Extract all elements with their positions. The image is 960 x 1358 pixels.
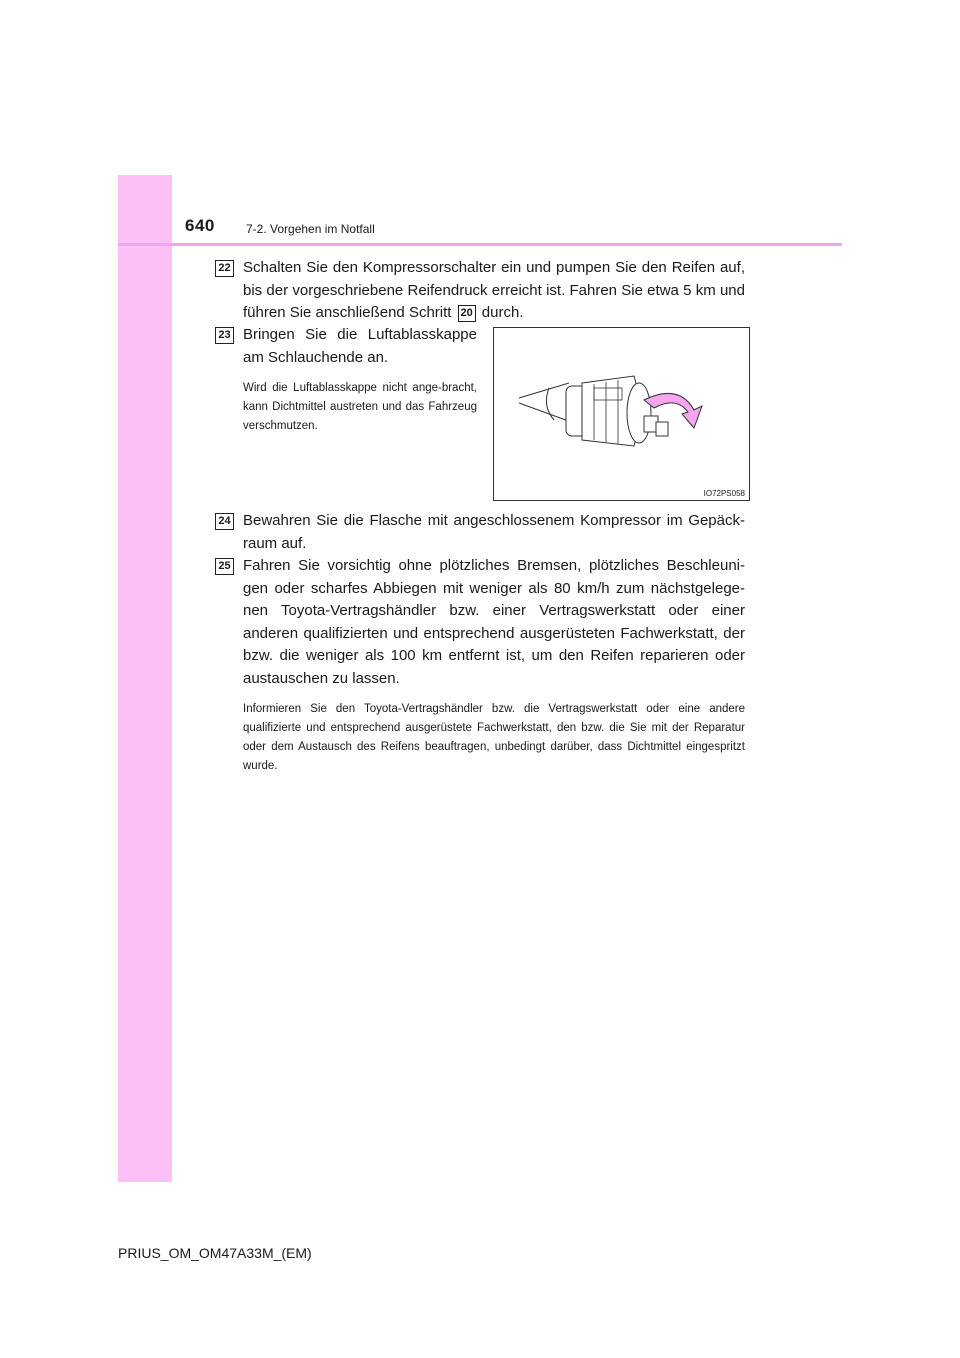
step-reference-badge: 20 xyxy=(458,305,476,322)
page-number: 640 xyxy=(185,216,215,235)
step-text xyxy=(243,257,745,325)
hose-cap-illustration xyxy=(493,327,750,501)
step-23 xyxy=(215,324,477,436)
step-note: Wird die Luftablasskappe nicht ange-bracht, kann Dichtmittel austreten und das Fahrzeug verschmutzen. xyxy=(243,382,477,432)
step-number-badge: 24 xyxy=(215,513,234,530)
step-number-badge: 25 xyxy=(215,558,234,575)
step-22 xyxy=(215,257,745,325)
header-divider xyxy=(118,243,842,246)
hose-cap-drawing xyxy=(494,328,749,500)
step-24 xyxy=(215,510,745,555)
section-title: 7-2. Vorgehen im Notfall xyxy=(246,222,375,236)
step-text-part: Schalten Sie den Kompressorschalter ein und pumpen Sie den Reifen auf, bis der vorgeschriebene Reifendruck erreicht ist. Fahren Sie etwa 5 km und führen Sie anschließend Schritt xyxy=(243,259,745,321)
step-text: Bewahren Sie die Flasche mit angeschlossenem Kompressor im Gepäck-raum auf. xyxy=(243,512,745,552)
chapter-sidebar xyxy=(118,175,172,1182)
step-25 xyxy=(215,555,745,776)
step-number-badge: 22 xyxy=(215,260,234,277)
step-number-badge: 23 xyxy=(215,327,234,344)
step-text-part: durch. xyxy=(481,304,524,321)
step-note: Informieren Sie den Toyota-Vertragshändler bzw. die Vertragswerkstatt oder eine andere qualifizierte und entsprechend ausgerüstete Fachwerkstatt, den bzw. die Sie mit der Reparatur oder dem Austausch des Reifens beauftragen, unbedingt darüber, dass Dichtmittel eingespritzt wurde. xyxy=(243,703,745,772)
step-text: Bringen Sie die Luftablasskappe am Schlauchende an. xyxy=(243,326,477,366)
figure-id: IO72PS058 xyxy=(703,489,745,498)
document-code: PRIUS_OM_OM47A33M_(EM) xyxy=(118,1245,312,1261)
step-text: Fahren Sie vorsichtig ohne plötzliches Bremsen, plötzliches Beschleuni-gen oder scharfes Abbiegen mit weniger als 80 km/h zum nächstgelege-nen Toyota-Vertragshändler bzw. einer Vertragswerkstatt oder einer anderen qualifizierten und entsprechend ausgerüsteten Fachwerkstatt, der bzw. die weniger als 100 km entfernt ist, um den Reifen reparieren oder austauschen zu lassen. xyxy=(243,557,745,687)
